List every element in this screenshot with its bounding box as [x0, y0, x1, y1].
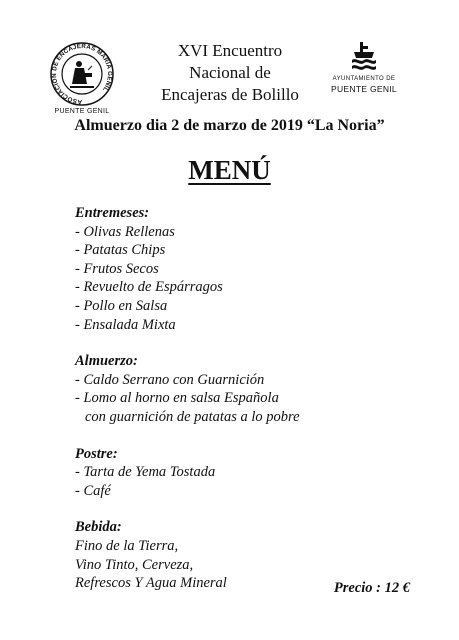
menu-item: - Pollo en Salsa: [75, 297, 168, 314]
event-title-line-2: Nacional de: [189, 63, 271, 82]
menu-item-continuation: con guarnición de patatas a lo pobre: [85, 408, 300, 425]
section-title-almuerzo: Almuerzo:: [75, 353, 138, 370]
association-caption: PUENTE GENIL: [54, 108, 110, 115]
menu-item: - Tarta de Yema Tostada: [75, 464, 216, 481]
menu-item: - Café: [75, 482, 111, 499]
menu-heading-text: MENÚ: [188, 155, 271, 185]
menu-item: - Olivas Rellenas: [75, 223, 175, 240]
menu-item: - Caldo Serrano con Guarnición: [75, 371, 265, 388]
menu-item: Refrescos Y Agua Mineral: [75, 575, 227, 592]
lunch-date-heading: Almuerzo dia 2 de marzo de 2019 “La Noria”: [74, 117, 385, 134]
town-hall-caption-line-1: AYUNTAMIENTO DE: [332, 76, 396, 82]
event-title-line-1: XVI Encuentro: [177, 41, 283, 60]
section-title-bebida: Bebida:: [75, 519, 122, 536]
town-hall-emblem-icon: [346, 40, 382, 74]
menu-item: - Patatas Chips: [75, 242, 166, 259]
menu-heading: [0, 155, 459, 186]
menu-price: Precio : 12 €: [333, 580, 410, 596]
section-almuerzo: [75, 352, 415, 426]
town-hall-caption-line-2: PUENTE GENIL: [331, 84, 397, 94]
association-logo: [40, 40, 124, 124]
menu-item: - Ensalada Mixta: [75, 316, 176, 333]
event-title-line-3: Encajeras de Bolillo: [161, 85, 299, 104]
menu-item: - Lomo al horno en salsa Española: [75, 390, 279, 407]
menu-item: - Revuelto de Espárragos: [75, 279, 223, 296]
menu-item: Fino de la Tierra,: [75, 537, 179, 554]
town-hall-logo: [322, 40, 406, 110]
seal-ring-text: ASOCIACION DE ENCAJERAS MARIA GENIL: [50, 42, 114, 106]
menu-item: - Frutos Secos: [75, 260, 159, 277]
section-entremeses: [75, 204, 415, 334]
association-seal-icon: [40, 40, 124, 106]
event-title: [140, 40, 320, 106]
menu-body: [75, 204, 415, 611]
section-postre: [75, 445, 415, 501]
section-title-postre: Postre:: [75, 445, 118, 462]
section-title-entremeses: Entremeses:: [75, 205, 150, 221]
menu-item: Vino Tinto, Cerveza,: [75, 556, 194, 573]
